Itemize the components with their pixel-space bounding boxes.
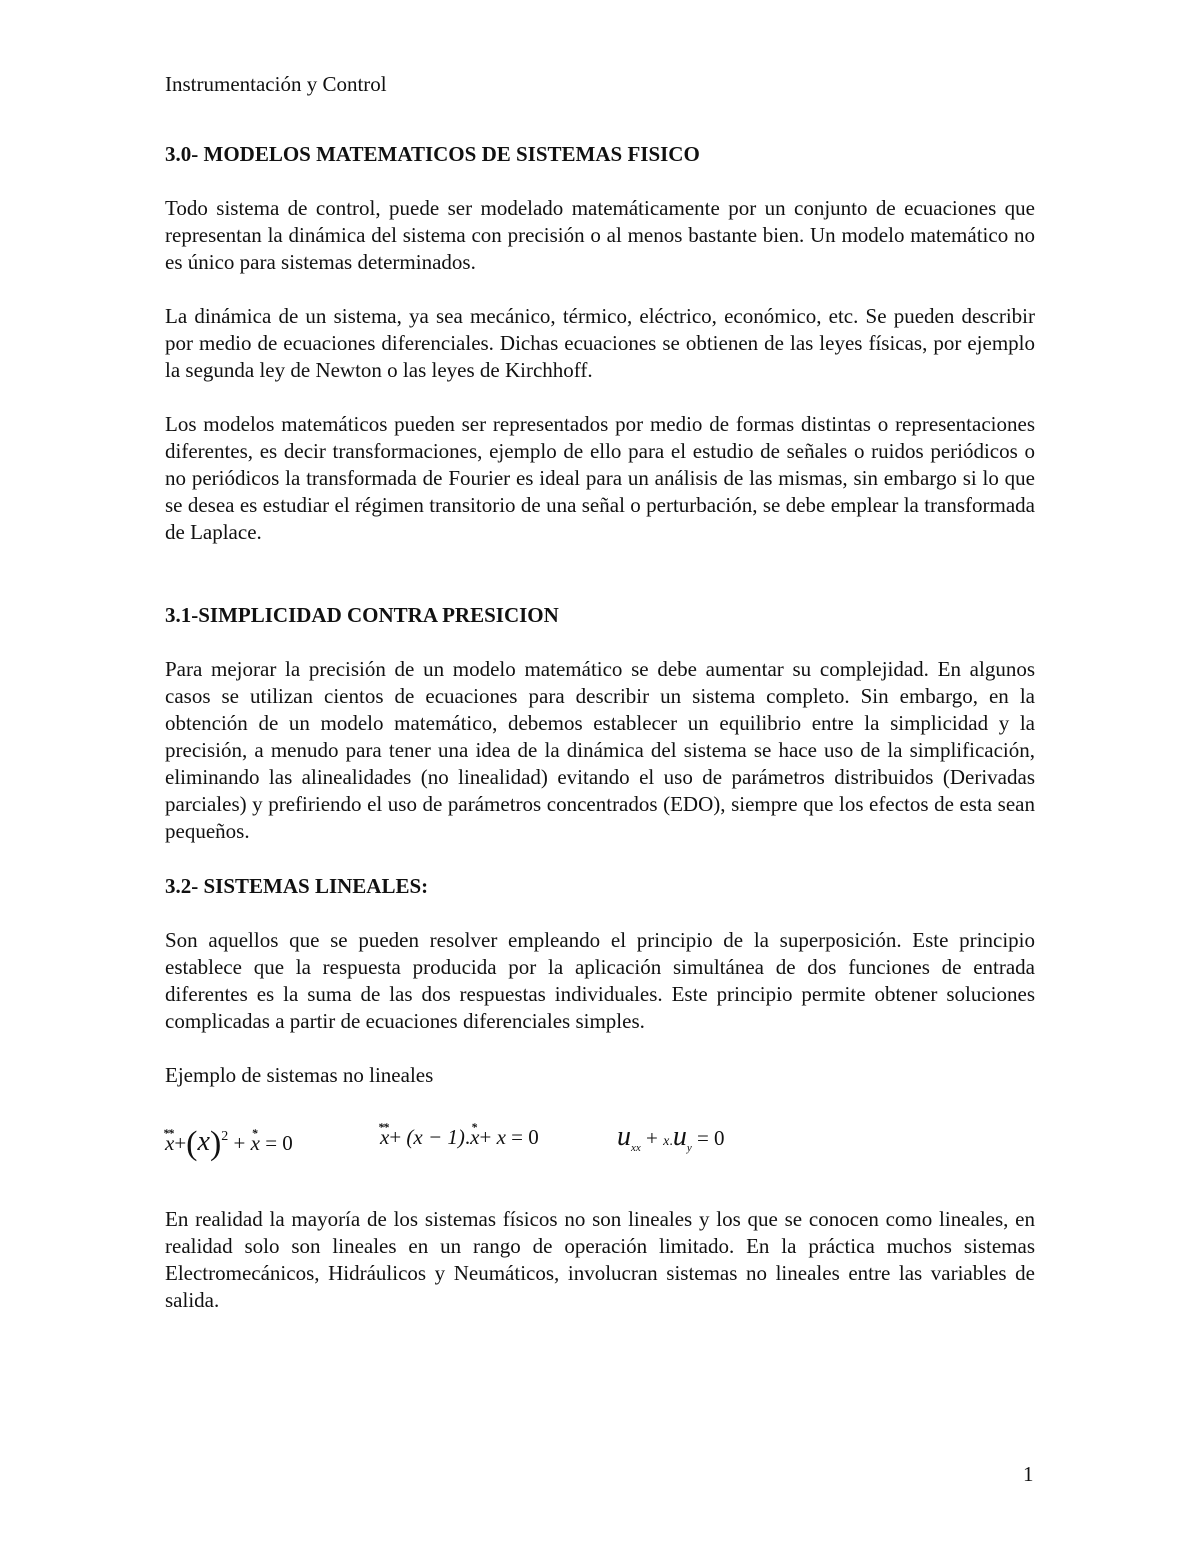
paragraph: Todo sistema de control, puede ser modelado matemáticamente por un conjunto de ecuaciones que representan la dinámica del sistema con precisión o al menos bastante bien. Un modelo matemático no es único para sistemas determinados. — [165, 196, 1035, 274]
section-title-3-2: 3.2- SISTEMAS LINEALES: — [165, 874, 429, 898]
paragraph: Los modelos matemáticos pueden ser representados por medio de formas distintas o representaciones diferentes, es decir transformaciones, ejemplo de ello para el estudio de señales o ruidos periódicos o no periódicos la transformada de Fourier es ideal para un análisis de las mismas, sin embargo si lo que se desea es estudiar el régimen transitorio de una señal o perturbación, se debe emplear la transformada de Laplace. — [165, 412, 1035, 544]
paragraph: Son aquellos que se pueden resolver empleando el principio de la superposición. Este principio establece que la respuesta producida por la aplicación simultánea de dos funciones de entrada diferentes es la suma de las dos respuestas individuales. Este principio permite obtener soluciones complicadas a partir de ecuaciones diferenciales simples. — [165, 928, 1035, 1033]
paragraph: La dinámica de un sistema, ya sea mecánico, térmico, eléctrico, económico, etc. Se pueden describir por medio de ecuaciones diferenciales. Dichas ecuaciones se obtienen de las leyes físicas, por ejemplo la segunda ley de Newton o las leyes de Kirchhoff. — [165, 304, 1035, 382]
page-header: Instrumentación y Control — [165, 72, 387, 96]
section-title-3-1: 3.1-SIMPLICIDAD CONTRA PRESICION — [165, 603, 559, 627]
equation-3: $u_{xx} + x.u_y = 0$ — [617, 1121, 725, 1154]
example-label: Ejemplo de sistemas no lineales — [165, 1063, 434, 1087]
equation-1: ** $x+(x)^2$ + * x = 0 — [165, 1117, 293, 1164]
paragraph: En realidad la mayoría de los sistemas físicos no son lineales y los que se conocen como lineales, en realidad solo son lineales en un rango de operación limitado. En la práctica muchos sistemas Electromecánicos, Hidráulicos y Neumáticos, involucran sistemas no lineales entre las variables de salida. — [165, 1207, 1035, 1312]
page-number: 1 — [1023, 1462, 1034, 1486]
paragraph: Para mejorar la precisión de un modelo matemático se debe aumentar su complejidad. En algunos casos se utilizan cientos de ecuaciones para describir un sistema completo. Sin embargo, en la obtención de un modelo matemático, debemos establecer un equilibrio entre la simplicidad y la precisión, a menudo para tener una idea de la dinámica del sistema se hace uso de la simplificación, eliminando las alinealidades (no linealidad) evitando el uso de parámetros distribuidos (Derivadas parciales) y prefiriendo el uso de parámetros concentrados (EDO), siempre que los efectos de esta sean pequeños. — [165, 657, 1035, 843]
nonlinear-equations — [165, 1109, 1035, 1179]
equation-2: ** x+ (x − 1).* x+ x = 0 — [380, 1117, 539, 1157]
section-title-3-0: 3.0- MODELOS MATEMATICOS DE SISTEMAS FISICO — [165, 142, 700, 166]
document-body — [165, 140, 1035, 1314]
